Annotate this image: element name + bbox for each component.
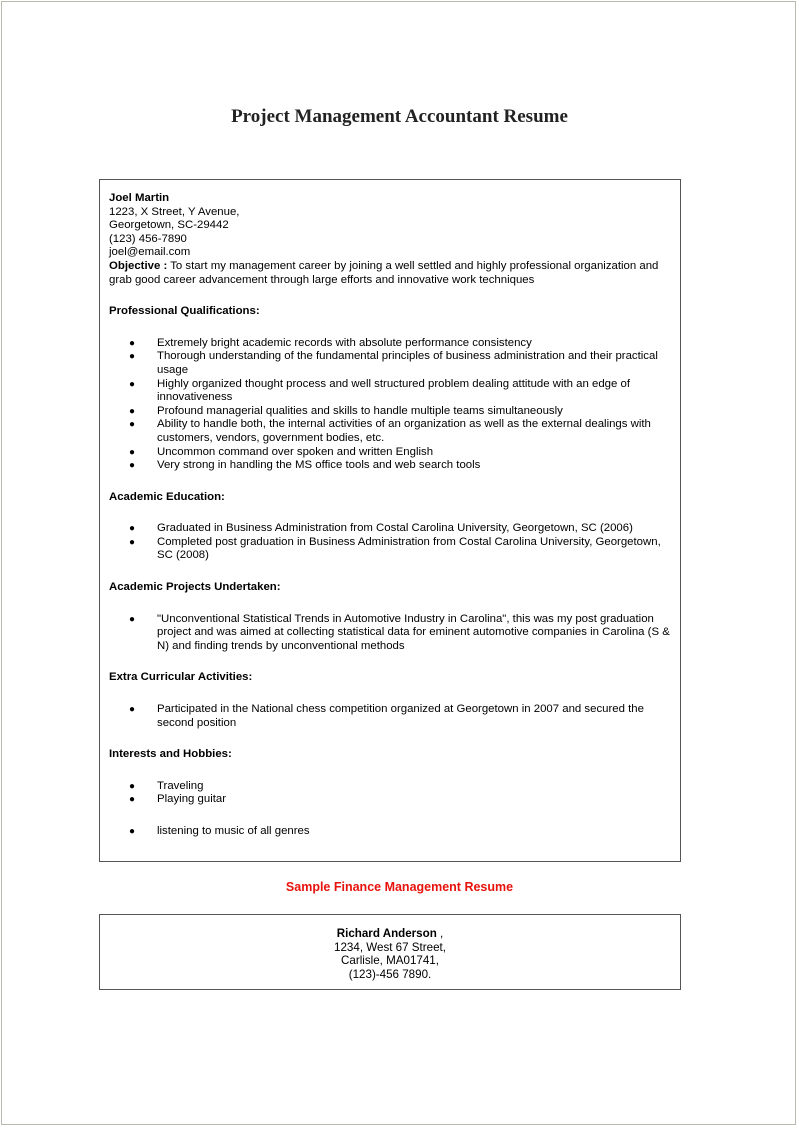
list-item <box>109 703 672 730</box>
list-item-text: Profound managerial qualities and skills to handle multiple teams simultaneously <box>157 404 563 417</box>
resume-box-joel <box>99 179 681 862</box>
projects-list <box>109 613 672 654</box>
bullet-icon: ● <box>129 460 136 472</box>
address-line-1: 1223, X Street, Y Avenue, <box>109 205 240 218</box>
section-heading-interests: Interests and Hobbies: <box>109 748 232 761</box>
bullet-icon: ● <box>129 523 136 535</box>
education-list <box>109 522 672 563</box>
bullet-icon: ● <box>129 419 136 431</box>
list-item <box>109 459 672 473</box>
list-item <box>109 337 672 351</box>
email: joel@email.com <box>109 246 191 259</box>
list-item <box>109 350 672 377</box>
resume-box-richard <box>99 914 681 990</box>
bullet-icon: ● <box>129 446 136 458</box>
list-item <box>109 613 672 654</box>
list-item-text: Playing guitar <box>157 793 227 806</box>
list-item <box>109 793 672 807</box>
bullet-icon: ● <box>129 826 136 837</box>
list-item-text: Extremely bright academic records with absolute performance consistency <box>157 336 532 349</box>
section-heading-education: Academic Education: <box>109 490 225 503</box>
candidate-name: Richard Anderson <box>336 927 437 940</box>
list-item <box>109 446 672 460</box>
bullet-icon: ● <box>129 378 136 390</box>
sample-resume-title: Sample Finance Management Resume <box>285 880 514 894</box>
list-item-text: Participated in the National chess competition organized at Georgetown in 2007 and secured the second position <box>157 703 644 729</box>
list-item <box>109 405 672 419</box>
list-item-text: Completed post graduation in Business Administration from Costal Carolina University, Georgetown, SC (2008) <box>157 535 661 562</box>
section-heading-qualifications: Professional Qualifications: <box>109 305 260 318</box>
bullet-icon: ● <box>129 351 136 363</box>
list-item <box>109 780 672 794</box>
list-item-text: Highly organized thought process and well structured problem dealing attitude with an edge of innovativeness <box>157 377 631 404</box>
candidate-name: Joel Martin <box>109 192 170 204</box>
bullet-icon: ● <box>129 337 136 349</box>
list-item-text: Thorough understanding of the fundamental principles of business administration and their practical usage <box>157 350 658 376</box>
page-title: Project Management Accountant Resume <box>231 106 568 127</box>
phone: (123) 456-7890 <box>109 232 187 245</box>
list-item-text: Traveling <box>157 779 204 792</box>
section-heading-extracurricular: Extra Curricular Activities: <box>109 671 253 684</box>
objective <box>109 260 672 287</box>
list-item-text: listening to music of all genres <box>157 825 310 837</box>
qualifications-list <box>109 337 672 473</box>
bullet-icon: ● <box>129 536 136 548</box>
bullet-icon: ● <box>129 704 136 716</box>
phone: (123)-456 7890. <box>348 967 432 981</box>
address-line-2: Georgetown, SC-29442 <box>109 219 229 232</box>
address-line-2: Carlisle, MA01741, <box>341 954 439 968</box>
bullet-icon: ● <box>129 613 136 625</box>
bullet-icon: ● <box>129 780 136 792</box>
objective-text: To start my management career by joining a well settled and highly professional organization and grab good career advancement through large efforts and innovative work techniques <box>109 259 659 286</box>
objective-label: Objective : <box>109 259 168 272</box>
name-suffix: , <box>436 927 444 940</box>
candidate-name-line <box>100 927 680 941</box>
list-item-text: Graduated in Business Administration from Costal Carolina University, Georgetown, SC (2006) <box>157 522 633 535</box>
list-item <box>109 522 672 536</box>
list-item-text: Uncommon command over spoken and written English <box>157 445 434 458</box>
extracurricular-list <box>109 703 672 730</box>
list-item <box>109 825 672 839</box>
list-item-text: Ability to handle both, the internal activities of an organization as well as the external dealings with customers, vendors, government bodies, etc. <box>157 418 651 444</box>
interests-list <box>109 780 672 839</box>
bullet-icon: ● <box>129 405 136 417</box>
section-heading-projects: Academic Projects Undertaken: <box>109 581 281 594</box>
address-line-1: 1234, West 67 Street, <box>334 940 446 954</box>
bullet-icon: ● <box>129 794 136 806</box>
list-item <box>109 418 672 445</box>
list-item <box>109 378 672 405</box>
list-item <box>109 536 672 563</box>
list-item-text: "Unconventional Statistical Trends in Automotive Industry in Carolina", this was my post graduation project and was aimed at collecting statistical data for eminent automotive companies in Carolina (S & N) and finding trends by unconventional methods <box>157 612 670 652</box>
list-item-text: Very strong in handling the MS office tools and web search tools <box>157 459 481 472</box>
